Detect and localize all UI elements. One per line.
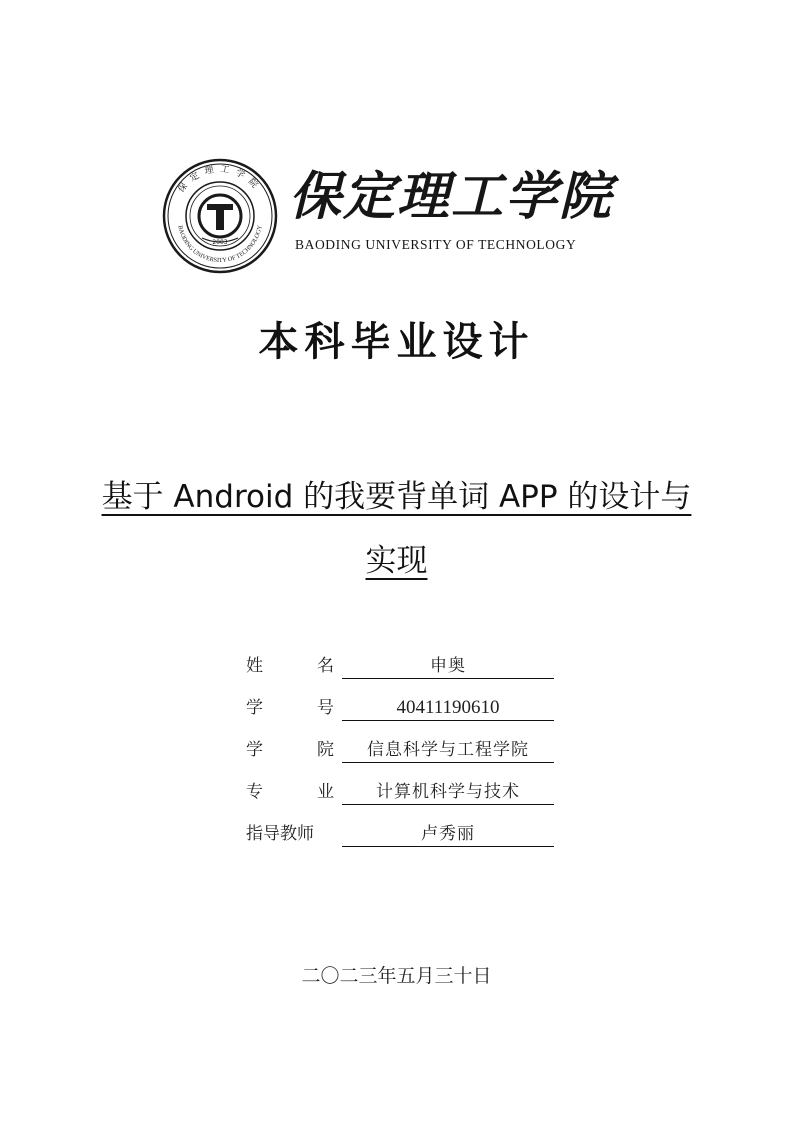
info-row-college (246, 734, 566, 776)
thesis-title-line-1: 基于 Android 的我要背单词 APP 的设计与 (101, 479, 692, 515)
info-row-name (246, 650, 566, 692)
info-row-major (246, 776, 566, 818)
seal-text-top: 保定理工学院 (176, 164, 264, 195)
info-label-college: 学 院 (246, 740, 334, 760)
info-label-name: 姓 名 (246, 656, 334, 676)
seal-text-bottom: BAODING UNIVERSITY OF TECHNOLOGY (176, 224, 264, 265)
submission-date: 二〇二三年五月三十日 (301, 965, 492, 987)
info-label-major: 专 业 (246, 782, 334, 802)
info-label-advisor: 指导教师 (246, 824, 314, 844)
info-value-major: 计算机科学与技术 (342, 778, 554, 805)
info-label-student-id: 学 号 (246, 698, 334, 718)
university-logo (162, 158, 632, 274)
university-name-cn: 保定理工学院 (289, 166, 614, 227)
seal-year: 2003 (212, 239, 228, 246)
info-value-advisor: 卢秀丽 (342, 820, 554, 847)
thesis-title-line-2: 实现 (365, 543, 428, 579)
info-value-college: 信息科学与工程学院 (342, 736, 554, 763)
university-name-en: BAODING UNIVERSITY OF TECHNOLOGY (295, 237, 577, 252)
university-seal (162, 158, 278, 274)
info-value-name: 申奥 (342, 652, 554, 679)
thesis-title (60, 470, 733, 588)
info-value-student-id: 40411190610 (342, 694, 554, 721)
info-row-advisor (246, 818, 566, 860)
info-row-student-id (246, 692, 566, 734)
document-type-heading: 本科毕业设计 (258, 318, 535, 365)
student-info-table (246, 650, 566, 860)
